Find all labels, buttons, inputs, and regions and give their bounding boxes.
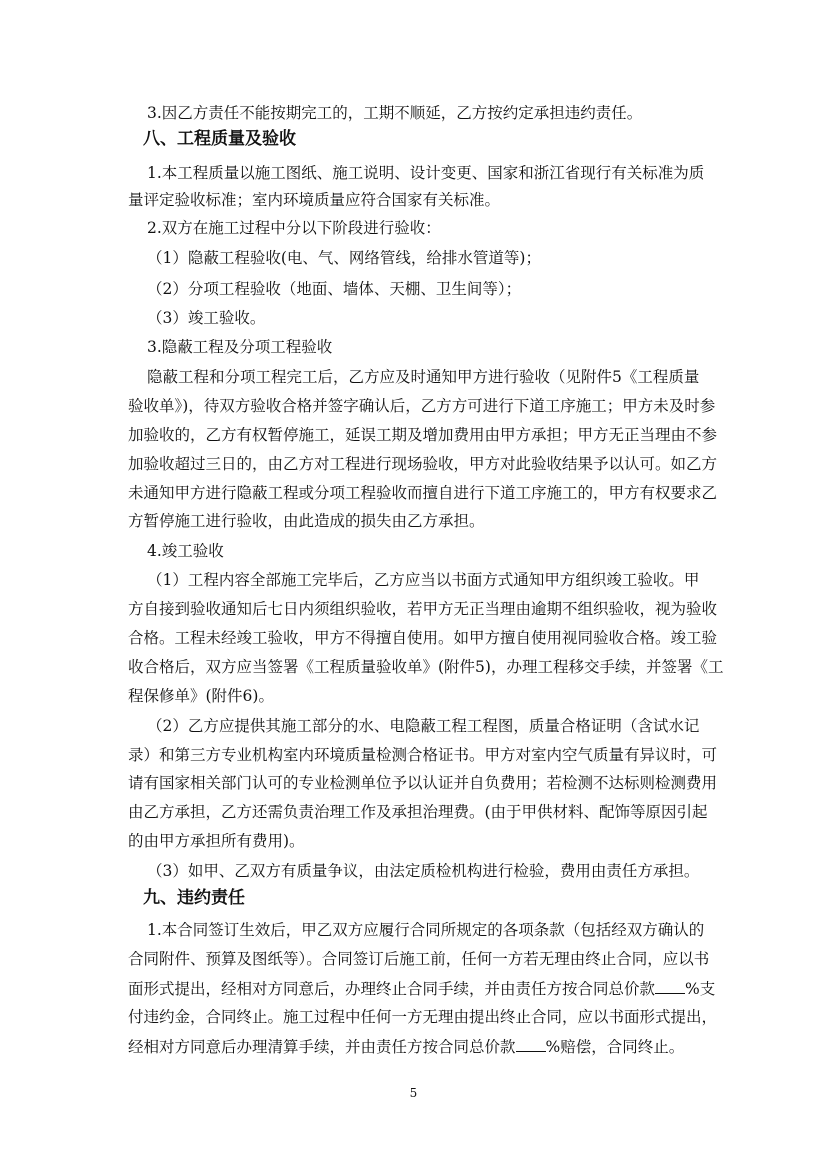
clause-7-3: 3.因乙方责任不能按期完工的，工期不顺延，乙方按约定承担违约责任。 [147, 104, 643, 122]
clause-8-4-2-line4: 由乙方承担，乙方还需负责治理工作及承担治理费。(由于甲供材料、配饰等原因引起 [128, 803, 708, 821]
clause-8-3-line3: 加验收的，乙方有权暂停施工，延误工期及增加费用由甲方承担；甲方无正当理由不参 [128, 426, 718, 444]
clause-8-3-line5: 未通知甲方进行隐蔽工程或分项工程验收而擅自进行下道工序施工的，甲方有权要求乙 [128, 484, 718, 502]
compensation-percent-blank[interactable] [516, 1036, 546, 1052]
clause-9-1-line3 [128, 978, 716, 999]
clause-8-4-1-line4: 收合格后，双方应当签署《工程质量验收单》(附件5)，办理工程移交手续，并签署《工 [128, 658, 724, 676]
clause-8-4-title: 4.竣工验收 [147, 542, 224, 560]
clause-9-1-line3-tail: %支 [685, 980, 716, 998]
clause-8-1-line1: 1.本工程质量以施工图纸、施工说明、设计变更、国家和浙江省现行有关标准为质 [147, 164, 705, 182]
clause-8-2-item3: （3）竣工验收。 [147, 309, 266, 327]
clause-8-4-2-line3: 请有国家相关部门认可的专业检测单位予以认证并自负费用；若检测不达标则检测费用 [128, 774, 718, 792]
page-number: 5 [409, 1086, 418, 1100]
clause-8-2-item2: （2）分项工程验收（地面、墙体、天棚、卫生间等）； [147, 280, 522, 298]
clause-9-1-line1: 1.本合同签订生效后，甲乙双方应履行合同所规定的各项条款（包括经双方确认的 [147, 921, 705, 939]
clause-9-1-line2: 合同附件、预算及图纸等）。合同签订后施工前，任何一方若无理由终止合同，应以书 [128, 950, 710, 968]
clause-8-1-line2: 量评定验收标准；室内环境质量应符合国家有关标准。 [128, 191, 501, 209]
clause-8-2-item1: （1）隐蔽工程验收(电、气、网络管线，给排水管道等)； [147, 249, 541, 267]
clause-8-3-line2: 验收单》)，待双方验收合格并签字确认后，乙方方可进行下道工序施工；甲方未及时参 [128, 397, 716, 415]
clause-9-1-line5-text: 经相对方同意后办理清算手续，并由责任方按合同总价款 [128, 1038, 516, 1056]
clause-9-1-line5-tail: %赔偿，合同终止。 [545, 1038, 685, 1056]
section-8-heading: 八、工程质量及验收 [143, 129, 296, 149]
clause-8-3-title: 3.隐蔽工程及分项工程验收 [147, 338, 333, 356]
clause-9-1-line3-text: 面形式提出，经相对方同意后，办理终止合同手续，并由责任方按合同总价款 [128, 980, 656, 998]
clause-9-1-line4: 付违约金，合同终止。施工过程中任何一方无理由提出终止合同，应以书面形式提出， [128, 1008, 718, 1026]
clause-8-4-1-line5: 程保修单》(附件6)。 [128, 687, 274, 705]
clause-8-3-line6: 方暂停施工进行验收，由此造成的损失由乙方承担。 [128, 512, 485, 530]
clause-8-4-3: （3）如甲、乙双方有质量争议，由法定质检机构进行检验，费用由责任方承担。 [147, 862, 700, 880]
clause-8-4-2-line2: 录）和第三方专业机构室内环境质量检测合格证书。甲方对室内空气质量有异议时，可 [128, 746, 718, 764]
clause-8-4-2-line5: 的由甲方承担所有费用)。 [128, 832, 305, 850]
clause-8-4-2-line1: （2）乙方应提供其施工部分的水、电隐蔽工程工程图，质量合格证明（含试水记 [147, 717, 700, 735]
clause-8-3-line4: 加验收超过三日的，由乙方对工程进行现场验收，甲方对此验收结果予以认可。如乙方 [128, 455, 718, 473]
clause-8-4-1-line1: （1）工程内容全部施工完毕后，乙方应当以书面方式通知甲方组织竣工验收。甲 [147, 571, 700, 589]
clause-8-4-1-line3: 合格。工程未经竣工验收，甲方不得擅自使用。如甲方擅自使用视同验收合格。竣工验 [128, 629, 718, 647]
section-9-heading: 九、违约责任 [143, 888, 245, 908]
clause-8-2: 2.双方在施工过程中分以下阶段进行验收： [147, 219, 441, 237]
clause-8-4-1-line2: 方自接到验收通知后七日内须组织验收，若甲方无正当理由逾期不组织验收，视为验收 [128, 600, 718, 618]
penalty-percent-blank[interactable] [655, 978, 685, 994]
clause-9-1-line5 [128, 1036, 698, 1057]
clause-8-3-line1: 隐蔽工程和分项工程完工后，乙方应及时通知甲方进行验收（见附件5《工程质量 [147, 368, 700, 386]
